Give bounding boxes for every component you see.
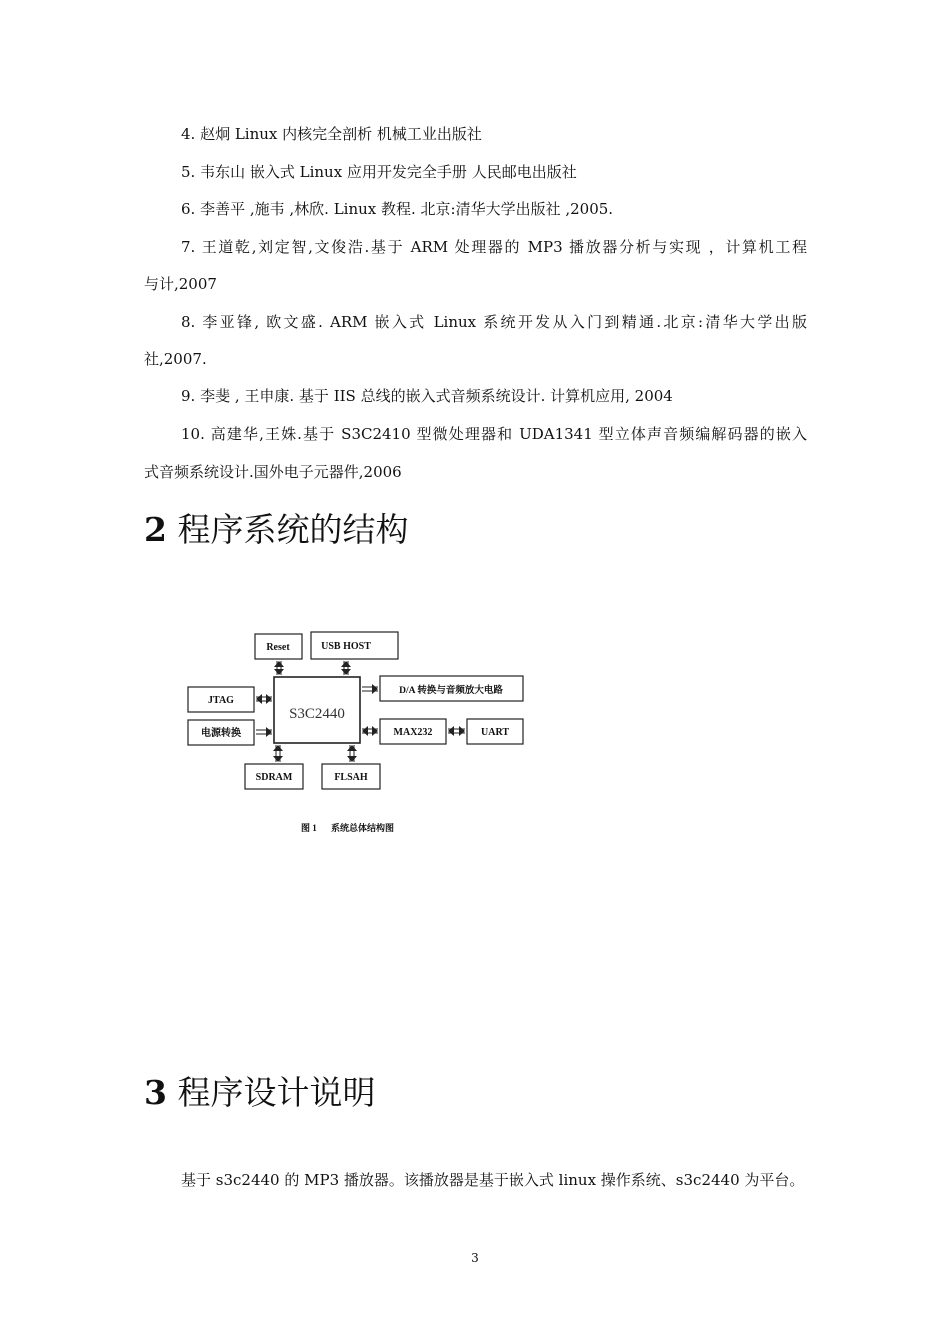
reference-9 xyxy=(181,386,673,406)
reference-text: 5. 韦东山 嵌入式 Linux 应用开发完全手册 人民邮电出版社 xyxy=(181,163,577,181)
reference-5 xyxy=(181,162,577,182)
reference-text: 6. 李善平 ,施韦 ,林欣. Linux 教程. 北京:清华大学出版社 ,2005. xyxy=(181,200,614,218)
usb-host-label: USB HOST xyxy=(321,641,371,652)
sdram-label: SDRAM xyxy=(255,772,293,783)
uart-label: UART xyxy=(481,727,509,738)
reference-7 xyxy=(181,237,807,257)
body-paragraph: 基于 s3c2440 的 MP3 播放器。该播放器是基于嵌入式 linux 操作系统、s3c2440 为平台。 xyxy=(181,1171,805,1189)
reference-6 xyxy=(181,199,613,219)
reference-text: 7. 王道乾,刘定智,文俊浩.基于 ARM 处理器的 MP3 播放器分析与实现 ，计算机工程 xyxy=(181,238,807,256)
section-2-heading xyxy=(144,510,408,550)
jtag-label: JTAG xyxy=(208,695,234,706)
reference-7-continued xyxy=(144,274,217,294)
reference-8 xyxy=(181,312,807,332)
reference-4 xyxy=(181,124,482,144)
reference-text: 8. 李亚锋, 欧文盛. ARM 嵌入式 Linux 系统开发从入门到精通.北京:清华大学出版 xyxy=(181,313,807,331)
figure-caption-label: 图 1 xyxy=(301,823,317,833)
figure-caption-text: 系统总体结构图 xyxy=(331,823,395,833)
reset-label: Reset xyxy=(266,642,290,653)
section-3-heading xyxy=(144,1073,375,1113)
reference-text: 与计,2007 xyxy=(144,275,217,293)
reference-text: 4. 赵炯 Linux 内核完全剖析 机械工业出版社 xyxy=(181,125,482,143)
reference-8-continued xyxy=(144,349,207,369)
section-number: 3 xyxy=(144,1073,167,1112)
reference-text: 10. 高建华,王姝.基于 S3C2410 型微处理器和 UDA1341 型立体声音频编解码器的嵌入 xyxy=(181,425,807,443)
system-structure-diagram xyxy=(180,625,540,840)
section-number: 2 xyxy=(144,510,167,549)
cpu-label: S3C2440 xyxy=(289,706,345,722)
reference-text: 9. 李斐 , 王申康. 基于 IIS 总线的嵌入式音频系统设计. 计算机应用, 2004 xyxy=(181,387,673,405)
reference-text: 式音频系统设计.国外电子元器件,2006 xyxy=(144,463,402,481)
page-number: 3 xyxy=(471,1251,479,1265)
flash-label: FLSAH xyxy=(334,772,368,783)
reference-10-continued xyxy=(144,462,402,482)
section-title: 程序设计说明 xyxy=(177,1073,376,1112)
da-label: D/A 转换与音频放大电路 xyxy=(399,686,503,696)
reference-10 xyxy=(181,424,807,444)
power-label: 电源转换 xyxy=(201,728,241,739)
section-title: 程序系统的结构 xyxy=(177,510,409,549)
reference-text: 社,2007. xyxy=(144,350,207,368)
max232-label: MAX232 xyxy=(393,727,433,738)
